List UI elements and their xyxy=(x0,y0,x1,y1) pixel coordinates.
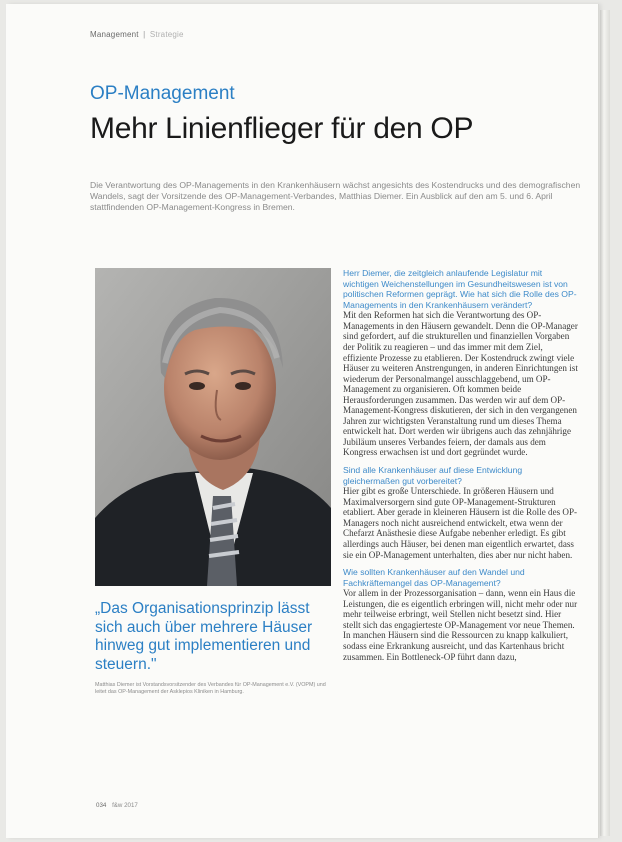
article-lead: Die Verantwortung des OP-Managements in den Krankenhäusern wächst angesichts des Kostendrucks und des demografischen Wandels, sagt der Vorsitzende des OP-Management-Verbandes, Matthias Diemer. Ein Ausblick auf den am 5. und 6. April stattfindenden OP-Management-Kongress in Bremen. xyxy=(90,180,581,212)
article-kicker: OP-Management xyxy=(90,83,235,104)
page-edge xyxy=(600,10,610,836)
photo-caption: Matthias Diemer ist Vorstandsvorsitzender des Verbandes für OP-Management e.V. (VOPM) und leitet das OP-Management der Asklepios Kliniken in Hamburg. xyxy=(95,682,326,695)
portrait-illustration xyxy=(95,268,331,586)
interview-answer: Vor allem in der Prozessorganisation – dann, wenn ein Haus die Leistungen, die es eigentlich erbringen will, nicht mehr oder nur mehr teilweise erbringt, weil Stellen nicht besetzt sind. Hier stellt sich das engagierteste OP-Management vor neue Themen. In manchen Häusern sind die Ressourcen zu knapp kalkuliert, sodass eine Erkrankung ausreicht, und das Kartenhaus bricht zusammen. Ein Bottleneck-OP führt dann dazu, xyxy=(343,588,578,662)
interview-answer: Mit den Reformen hat sich die Verantwortung des OP-Managements in den Häusern gewandelt. Denn die OP-Manager sind gefordert, auf die strukturellen und finanziellen Vorgaben der Politik zu reagieren – und das immer mit dem Ziel, effiziente Prozesse zu etablieren. Der Kostendruck zwingt viele Häuser zu weiteren Anstrengungen, in anderen Einrichtungen ist wiederum der Personalmangel ausschlaggebend, um OP-Management zu organisieren. Oft kommen beide Herausforderungen zusammen. Das werden wir auf dem OP-Management-Kongress diskutieren, der sich in den vergangenen Jahren zur wichtigsten Veranstaltung rund um dieses Thema entwickelt hat. Dort werden wir übrigens auch das zehnjährige Jubiläum unseres Verbandes feiern, der damals aus dem Kongress erwachsen ist und dort gegründet wurde. xyxy=(343,310,578,458)
page-number: 034 xyxy=(96,802,107,809)
section-separator: | xyxy=(143,30,146,39)
subsection-label: Strategie xyxy=(149,30,184,39)
section-header xyxy=(90,30,184,39)
article-title: Mehr Linienflieger für den OP xyxy=(90,112,474,145)
interview-question: Herr Diemer, die zeitgleich anlaufende Legislatur mit wichtigen Weichenstellungen im Gesundheitswesen ist von politischen Reformen geprägt. Wie hat sich die Rolle des OP-Managements in den Krankenhäusern verändert? xyxy=(343,268,577,310)
magazine-issue: f&w 2017 xyxy=(112,802,138,809)
interview-answer: Hier gibt es große Unterschiede. In größeren Häusern und Maximalversorgern sind gute OP-Management-Strukturen etabliert. Aber gerade in kleineren Häusern ist die Rolle des OP-Managers noch nicht ausreichend entwickelt, etwa wenn der Chefarzt Anästhesie diese Aufgabe nebenher erledigt. Es gibt allerdings auch Häuser, bei denen man eigentlich erwartet, dass sie ein OP-Management unterhalten, dies aber nur nicht haben. xyxy=(343,486,578,560)
interview-question: Sind alle Krankenhäuser auf diese Entwicklung gleichermaßen gut vorbereitet? xyxy=(343,465,523,486)
pull-quote: „Das Organisationsprinzip lässt sich auch über mehrere Häuser hinweg gut implementieren und steuern." xyxy=(95,600,313,673)
section-label: Management xyxy=(90,30,139,39)
page-footer xyxy=(96,802,138,809)
portrait-photo xyxy=(95,268,331,586)
interview-column xyxy=(343,268,579,669)
interview-question: Wie sollten Krankenhäuser auf den Wandel und Fachkräftemangel das OP-Management? xyxy=(343,567,525,588)
